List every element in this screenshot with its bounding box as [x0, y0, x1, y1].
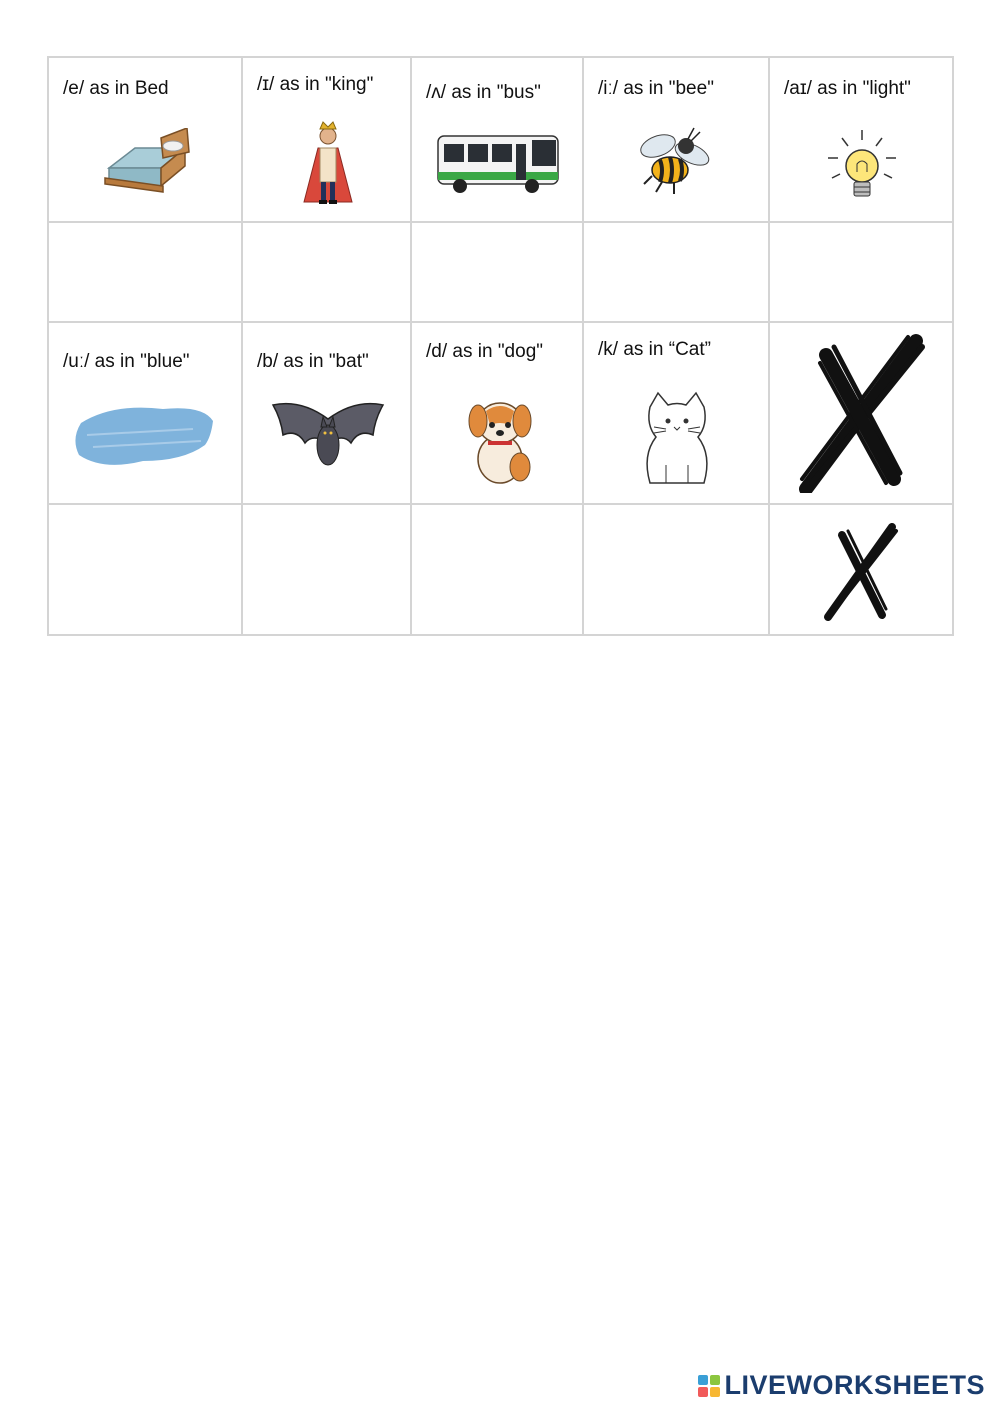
- cat-icon: [636, 385, 718, 491]
- king-icon: [298, 120, 358, 210]
- cell-bee: [583, 57, 769, 222]
- answer-cell[interactable]: [48, 222, 242, 322]
- bat-icon: [271, 399, 385, 471]
- brand-name: LIVEWORKSHEETS: [724, 1370, 985, 1400]
- worksheet-table: [47, 56, 954, 636]
- sound-label: /b/ as in "bat": [257, 351, 369, 372]
- bed-icon: [101, 128, 191, 200]
- answer-cell[interactable]: [769, 222, 953, 322]
- answer-row-1: [48, 222, 953, 322]
- sound-label: /ʌ/ as in "bus": [426, 82, 541, 103]
- answer-cell[interactable]: [242, 222, 411, 322]
- picture-row-2: [48, 322, 953, 504]
- answer-cell[interactable]: [411, 504, 583, 635]
- bus-icon: [436, 128, 562, 196]
- cell-blue: [48, 322, 242, 504]
- cell-bus: [411, 57, 583, 222]
- answer-row-2: [48, 504, 953, 635]
- cell-light: [769, 57, 953, 222]
- sound-label: /d/ as in "dog": [426, 341, 544, 362]
- cell-king: [242, 57, 411, 222]
- sound-label: /aɪ/ as in "light": [784, 78, 911, 99]
- bee-icon: [636, 124, 716, 200]
- liveworksheets-brand: [698, 1370, 985, 1401]
- dog-icon: [460, 391, 540, 487]
- sound-label: /ɪ/ as in "king": [257, 74, 374, 95]
- cell-bat: [242, 322, 411, 504]
- cell-cat: [583, 322, 769, 504]
- cell-bed: [48, 57, 242, 222]
- answer-cell[interactable]: [242, 504, 411, 635]
- cell-dog: [411, 322, 583, 504]
- sound-label: /k/ as in “Cat”: [598, 339, 711, 360]
- lightbulb-icon: [822, 128, 902, 206]
- cross-mark-icon: [798, 333, 928, 493]
- blue-paint-icon: [73, 395, 217, 475]
- sound-label: /uː/ as in "blue": [63, 351, 190, 372]
- liveworksheets-logo-icon: [698, 1375, 720, 1397]
- sound-label: /e/ as in Bed: [63, 78, 169, 99]
- answer-cell-crossed-out: [769, 504, 953, 635]
- cross-mark-icon: [822, 521, 900, 621]
- answer-cell[interactable]: [583, 222, 769, 322]
- picture-row-1: [48, 57, 953, 222]
- cell-crossed-out: [769, 322, 953, 504]
- answer-cell[interactable]: [48, 504, 242, 635]
- answer-cell[interactable]: [411, 222, 583, 322]
- sound-label: /iː/ as in "bee": [598, 78, 714, 99]
- answer-cell[interactable]: [583, 504, 769, 635]
